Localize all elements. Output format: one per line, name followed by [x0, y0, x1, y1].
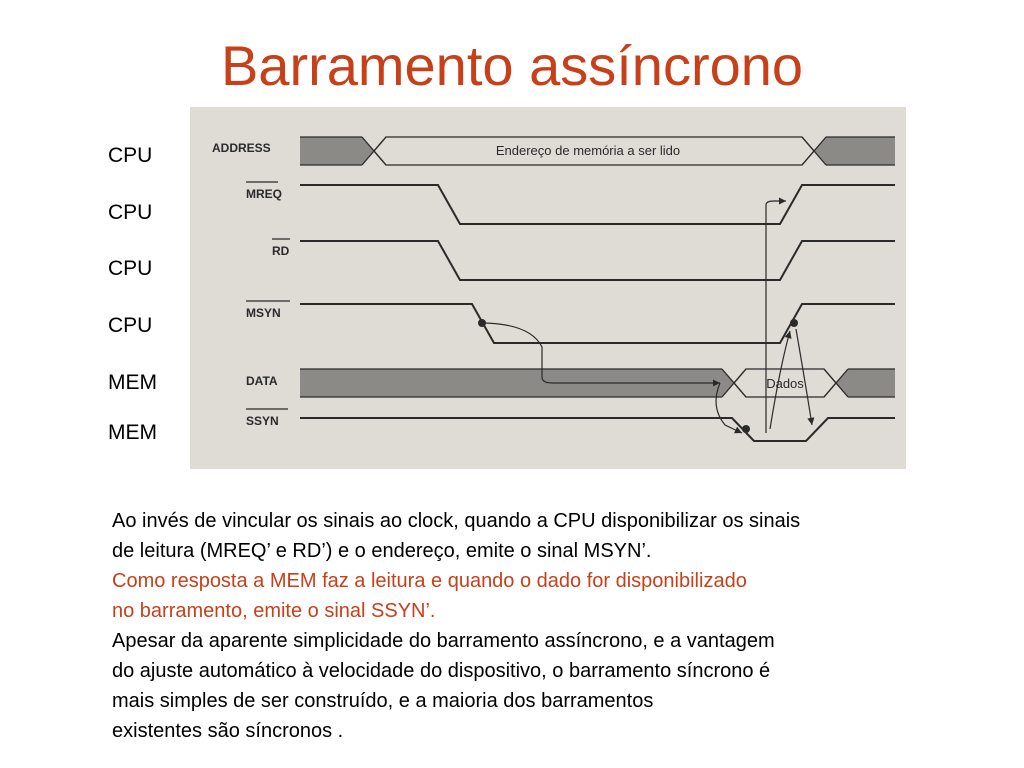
timing-diagram — [190, 107, 906, 469]
body-line-2: de leitura (MREQ’ e RD’) e o endereço, emite o sinal MSYN’. — [112, 540, 652, 562]
transition-dot-msyn-rise — [790, 319, 798, 327]
body-line-4: no barramento, emite o sinal SSYN’. — [112, 600, 436, 622]
row-label-msyn: CPU — [108, 314, 153, 337]
address-bus-text: Endereço de memória a ser lido — [495, 143, 681, 158]
body-line-8: existentes são síncronos . — [112, 720, 344, 742]
signal-name-mreq: MREQ — [246, 187, 282, 201]
row-label-rd: CPU — [108, 257, 153, 280]
body-line-1: Ao invés de vincular os sinais ao clock, quando a CPU disponibilizar os sinais — [112, 510, 801, 532]
row-label-data: MEM — [108, 371, 157, 394]
row-label-ssyn: MEM — [108, 421, 157, 444]
row-label-address: CPU — [108, 144, 153, 167]
signal-name-ssyn: SSYN — [246, 414, 279, 428]
slide-title: Barramento assíncrono — [220, 34, 804, 97]
body-line-3: Como resposta a MEM faz a leitura e quando o dado for disponibilizado — [112, 570, 747, 592]
signal-name-address: ADDRESS — [212, 141, 271, 155]
signal-name-msyn: MSYN — [246, 306, 281, 320]
body-line-6: do ajuste automático à velocidade do dispositivo, o barramento síncrono é — [112, 660, 771, 682]
body-line-7: mais simples de ser construído, e a maioria dos barramentos — [112, 690, 654, 712]
signal-name-rd: RD — [272, 244, 290, 258]
body-line-5: Apesar da aparente simplicidade do barramento assíncrono, e a vantagem — [112, 630, 775, 652]
signal-name-data: DATA — [246, 374, 278, 388]
data-bus-text: Dados — [766, 376, 804, 391]
transition-dot-ssyn-fall — [742, 425, 750, 433]
row-label-mreq: CPU — [108, 201, 153, 224]
transition-dot-msyn-fall — [478, 319, 486, 327]
